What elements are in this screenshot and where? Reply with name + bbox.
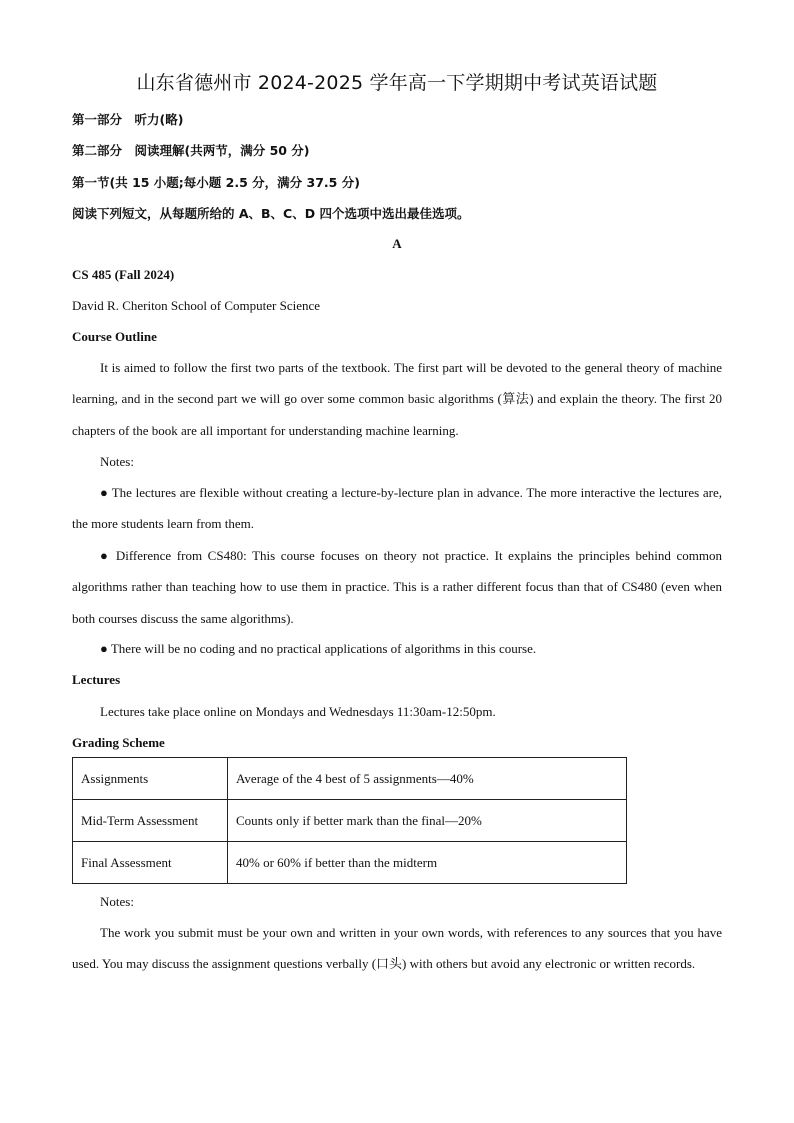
note-bullet-2: ● Difference from CS480: This course focuses on theory not practice. It explains the principles behind common algorithms rather than teaching how to use them in practice. This is a rather different focus than that of CS480 (even when both courses discuss the same algorithms).	[72, 548, 722, 626]
passage-letter: A	[392, 236, 402, 251]
lectures-heading: Lectures	[72, 672, 121, 687]
grading-heading: Grading Scheme	[72, 735, 165, 750]
part-one-heading: 第一部分 听力(略)	[72, 112, 184, 127]
final-note-paragraph: The work you submit must be your own and written in your own words, with references to any sources that you have used. You may discuss the assignment questions verbally (口头) with others but avoid any electronic or written records.	[72, 925, 722, 972]
instructions: 阅读下列短文，从每题所给的 A、B、C、D 四个选项中选出最佳选项。	[72, 206, 470, 221]
table-cell-detail: 40% or 60% if better than the midterm	[228, 842, 627, 884]
outline-paragraph: It is aimed to follow the first two parts of the textbook. The first part will be devoted to the general theory of machine learning, and in the second part we will go over some common basic algorithms (算法) and explain the theory. The first 20 chapters of the book are all important for understanding machine learning.	[72, 360, 722, 438]
table-row	[73, 800, 627, 842]
table-cell-item: Final Assessment	[73, 842, 228, 884]
notes-label: Notes:	[100, 454, 134, 469]
outline-heading: Course Outline	[72, 329, 157, 344]
part-two-heading: 第二部分 阅读理解(共两节，满分 50 分)	[72, 143, 310, 158]
page-title: 山东省德州市 2024-2025 学年高一下学期期中考试英语试题	[136, 72, 658, 94]
table-cell-item: Assignments	[73, 758, 228, 800]
table-row	[73, 842, 627, 884]
lectures-text: Lectures take place online on Mondays and Wednesdays 11:30am-12:50pm.	[100, 704, 496, 719]
table-row	[73, 758, 627, 800]
table-cell-item: Mid-Term Assessment	[73, 800, 228, 842]
grading-table	[72, 757, 627, 884]
note-bullet-3: ● There will be no coding and no practical applications of algorithms in this course.	[100, 641, 537, 656]
course-code: CS 485 (Fall 2024)	[72, 267, 175, 282]
school-name: David R. Cheriton School of Computer Science	[72, 298, 321, 313]
table-cell-detail: Average of the 4 best of 5 assignments—40%	[228, 758, 627, 800]
table-cell-detail: Counts only if better mark than the final—20%	[228, 800, 627, 842]
note-bullet-1: ● The lectures are flexible without creating a lecture-by-lecture plan in advance. The more interactive the lectures are, the more students learn from them.	[72, 485, 722, 532]
notes-label-2: Notes:	[100, 894, 134, 909]
section-one-heading: 第一节(共 15 小题;每小题 2.5 分，满分 37.5 分)	[72, 175, 360, 190]
